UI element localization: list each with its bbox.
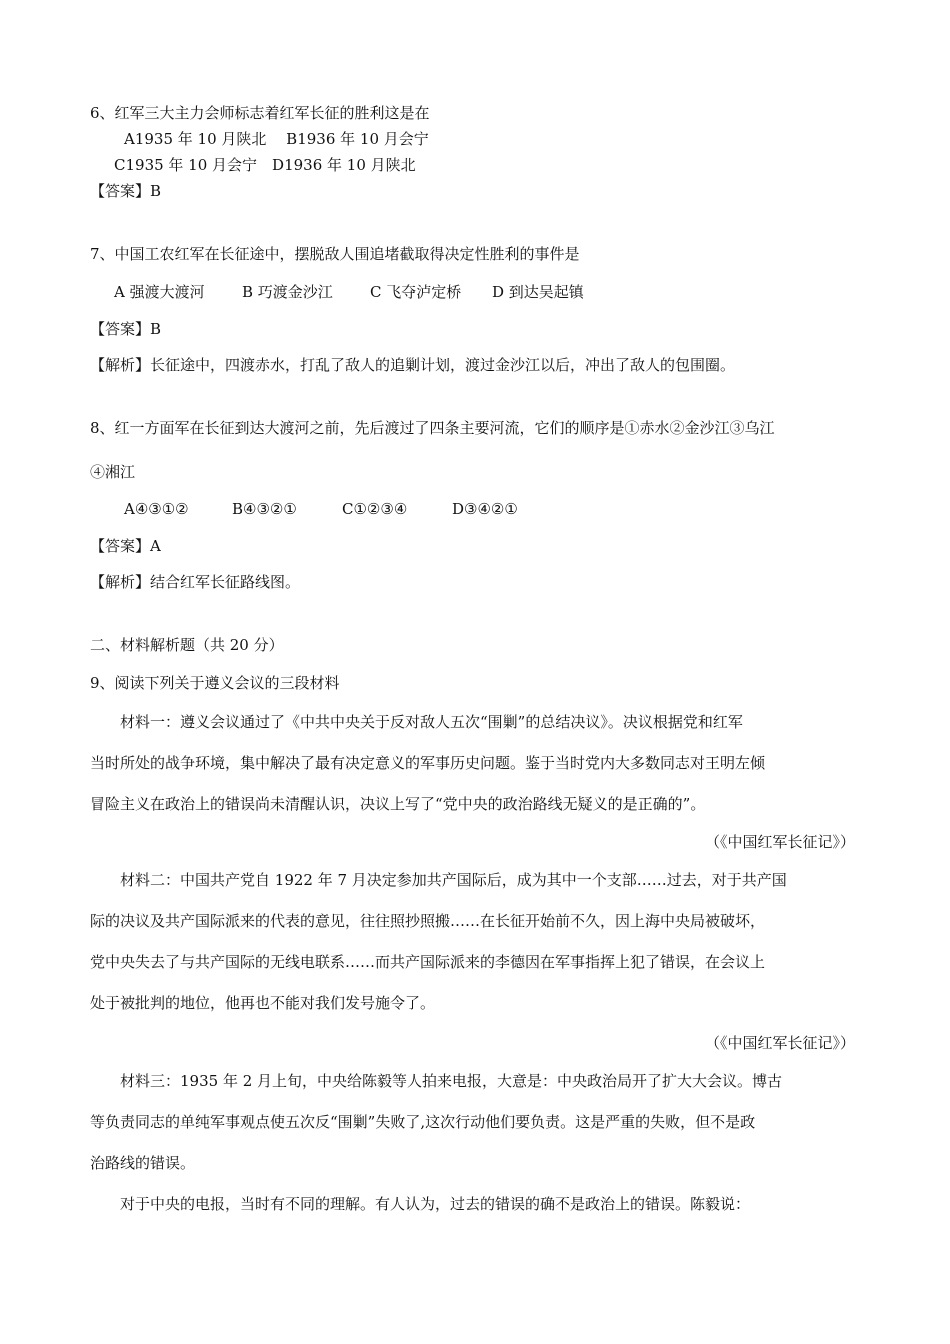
section2-heading: 二、材料解析题（共 20 分）	[90, 636, 284, 654]
q6-options-line2: C1935 年 10 月会宁 D1936 年 10 月陕北	[114, 156, 416, 174]
material2-source: （《中国红军长征记》）	[704, 1034, 855, 1052]
q8-options	[124, 499, 518, 519]
material2-line: 处于被批判的地位，他再也不能对我们发号施令了。	[90, 994, 436, 1012]
material3-line: 等负责同志的单纯军事观点使五次反“围剿”失败了,这次行动他们要负责。这是严重的失败，但不是政	[90, 1113, 756, 1131]
material3-line: 材料三：1935 年 2 月上旬，中央给陈毅等人拍来电报，大意是：中央政治局开了扩大大会议。博古	[120, 1072, 783, 1090]
material1-line: 冒险主义在政治上的错误尚未清醒认识，决议上写了“党中央的政治路线无疑义的是正确的”。	[90, 795, 706, 813]
material2-line: 党中央失去了与共产国际的无线电联系……而共产国际派来的李德因在军事指挥上犯了错误，在会议上	[90, 953, 766, 971]
q7-option-d: D 到达吴起镇	[492, 283, 584, 301]
q7-options	[114, 282, 584, 302]
q7-option-b: B 巧渡金沙江	[242, 283, 333, 301]
q9-stem: 9、阅读下列关于遵义会议的三段材料	[90, 674, 340, 692]
q8-option-b: B④③②①	[232, 500, 297, 518]
material1-line: 材料一：遵义会议通过了《中共中央关于反对敌人五次“围剿”的总结决议》。决议根据党和红军	[120, 713, 743, 731]
q7-analysis: 【解析】长征途中，四渡赤水，打乱了敌人的追剿计划，渡过金沙江以后，冲出了敌人的包围圈。	[90, 356, 736, 374]
q6-options-line1: A1935 年 10 月陕北 B1936 年 10 月会宁	[124, 130, 429, 148]
material3-line: 治路线的错误。	[90, 1154, 196, 1172]
q7-stem: 7、中国工农红军在长征途中，摆脱敌人围追堵截取得决定性胜利的事件是	[90, 245, 580, 263]
q8-option-a: A④③①②	[124, 500, 189, 518]
material1-line: 当时所处的战争环境，集中解决了最有决定意义的军事历史问题。鉴于当时党内大多数同志对王明左倾	[90, 754, 766, 772]
q8-option-c: C①②③④	[342, 500, 408, 518]
closing-line: 对于中央的电报，当时有不同的理解。有人认为，过去的错误的确不是政治上的错误。陈毅说：	[120, 1195, 751, 1213]
q8-option-d: D③④②①	[452, 500, 518, 518]
material2-line: 际的决议及共产国际派来的代表的意见，往往照抄照搬……在长征开始前不久，因上海中央局被破坏，	[90, 912, 766, 930]
q8-analysis: 【解析】结合红军长征路线图。	[90, 573, 301, 591]
q6-stem: 6、红军三大主力会师标志着红军长征的胜利这是在	[90, 104, 430, 122]
material2-line: 材料二：中国共产党自 1922 年 7 月决定参加共产国际后，成为其中一个支部……过去，对于共产国	[120, 871, 787, 889]
material1-source: （《中国红军长征记》）	[704, 833, 855, 851]
q8-stem-line1: 8、红一方面军在长征到达大渡河之前，先后渡过了四条主要河流，它们的顺序是①赤水②金沙江③乌江	[90, 419, 775, 437]
q8-answer: 【答案】A	[90, 537, 161, 555]
q8-stem-line2: ④湘江	[90, 463, 136, 481]
q7-option-a: A 强渡大渡河	[114, 283, 205, 301]
q6-answer: 【答案】B	[90, 182, 162, 200]
q7-answer: 【答案】B	[90, 320, 162, 338]
q7-option-c: C 飞夺泸定桥	[370, 283, 462, 301]
